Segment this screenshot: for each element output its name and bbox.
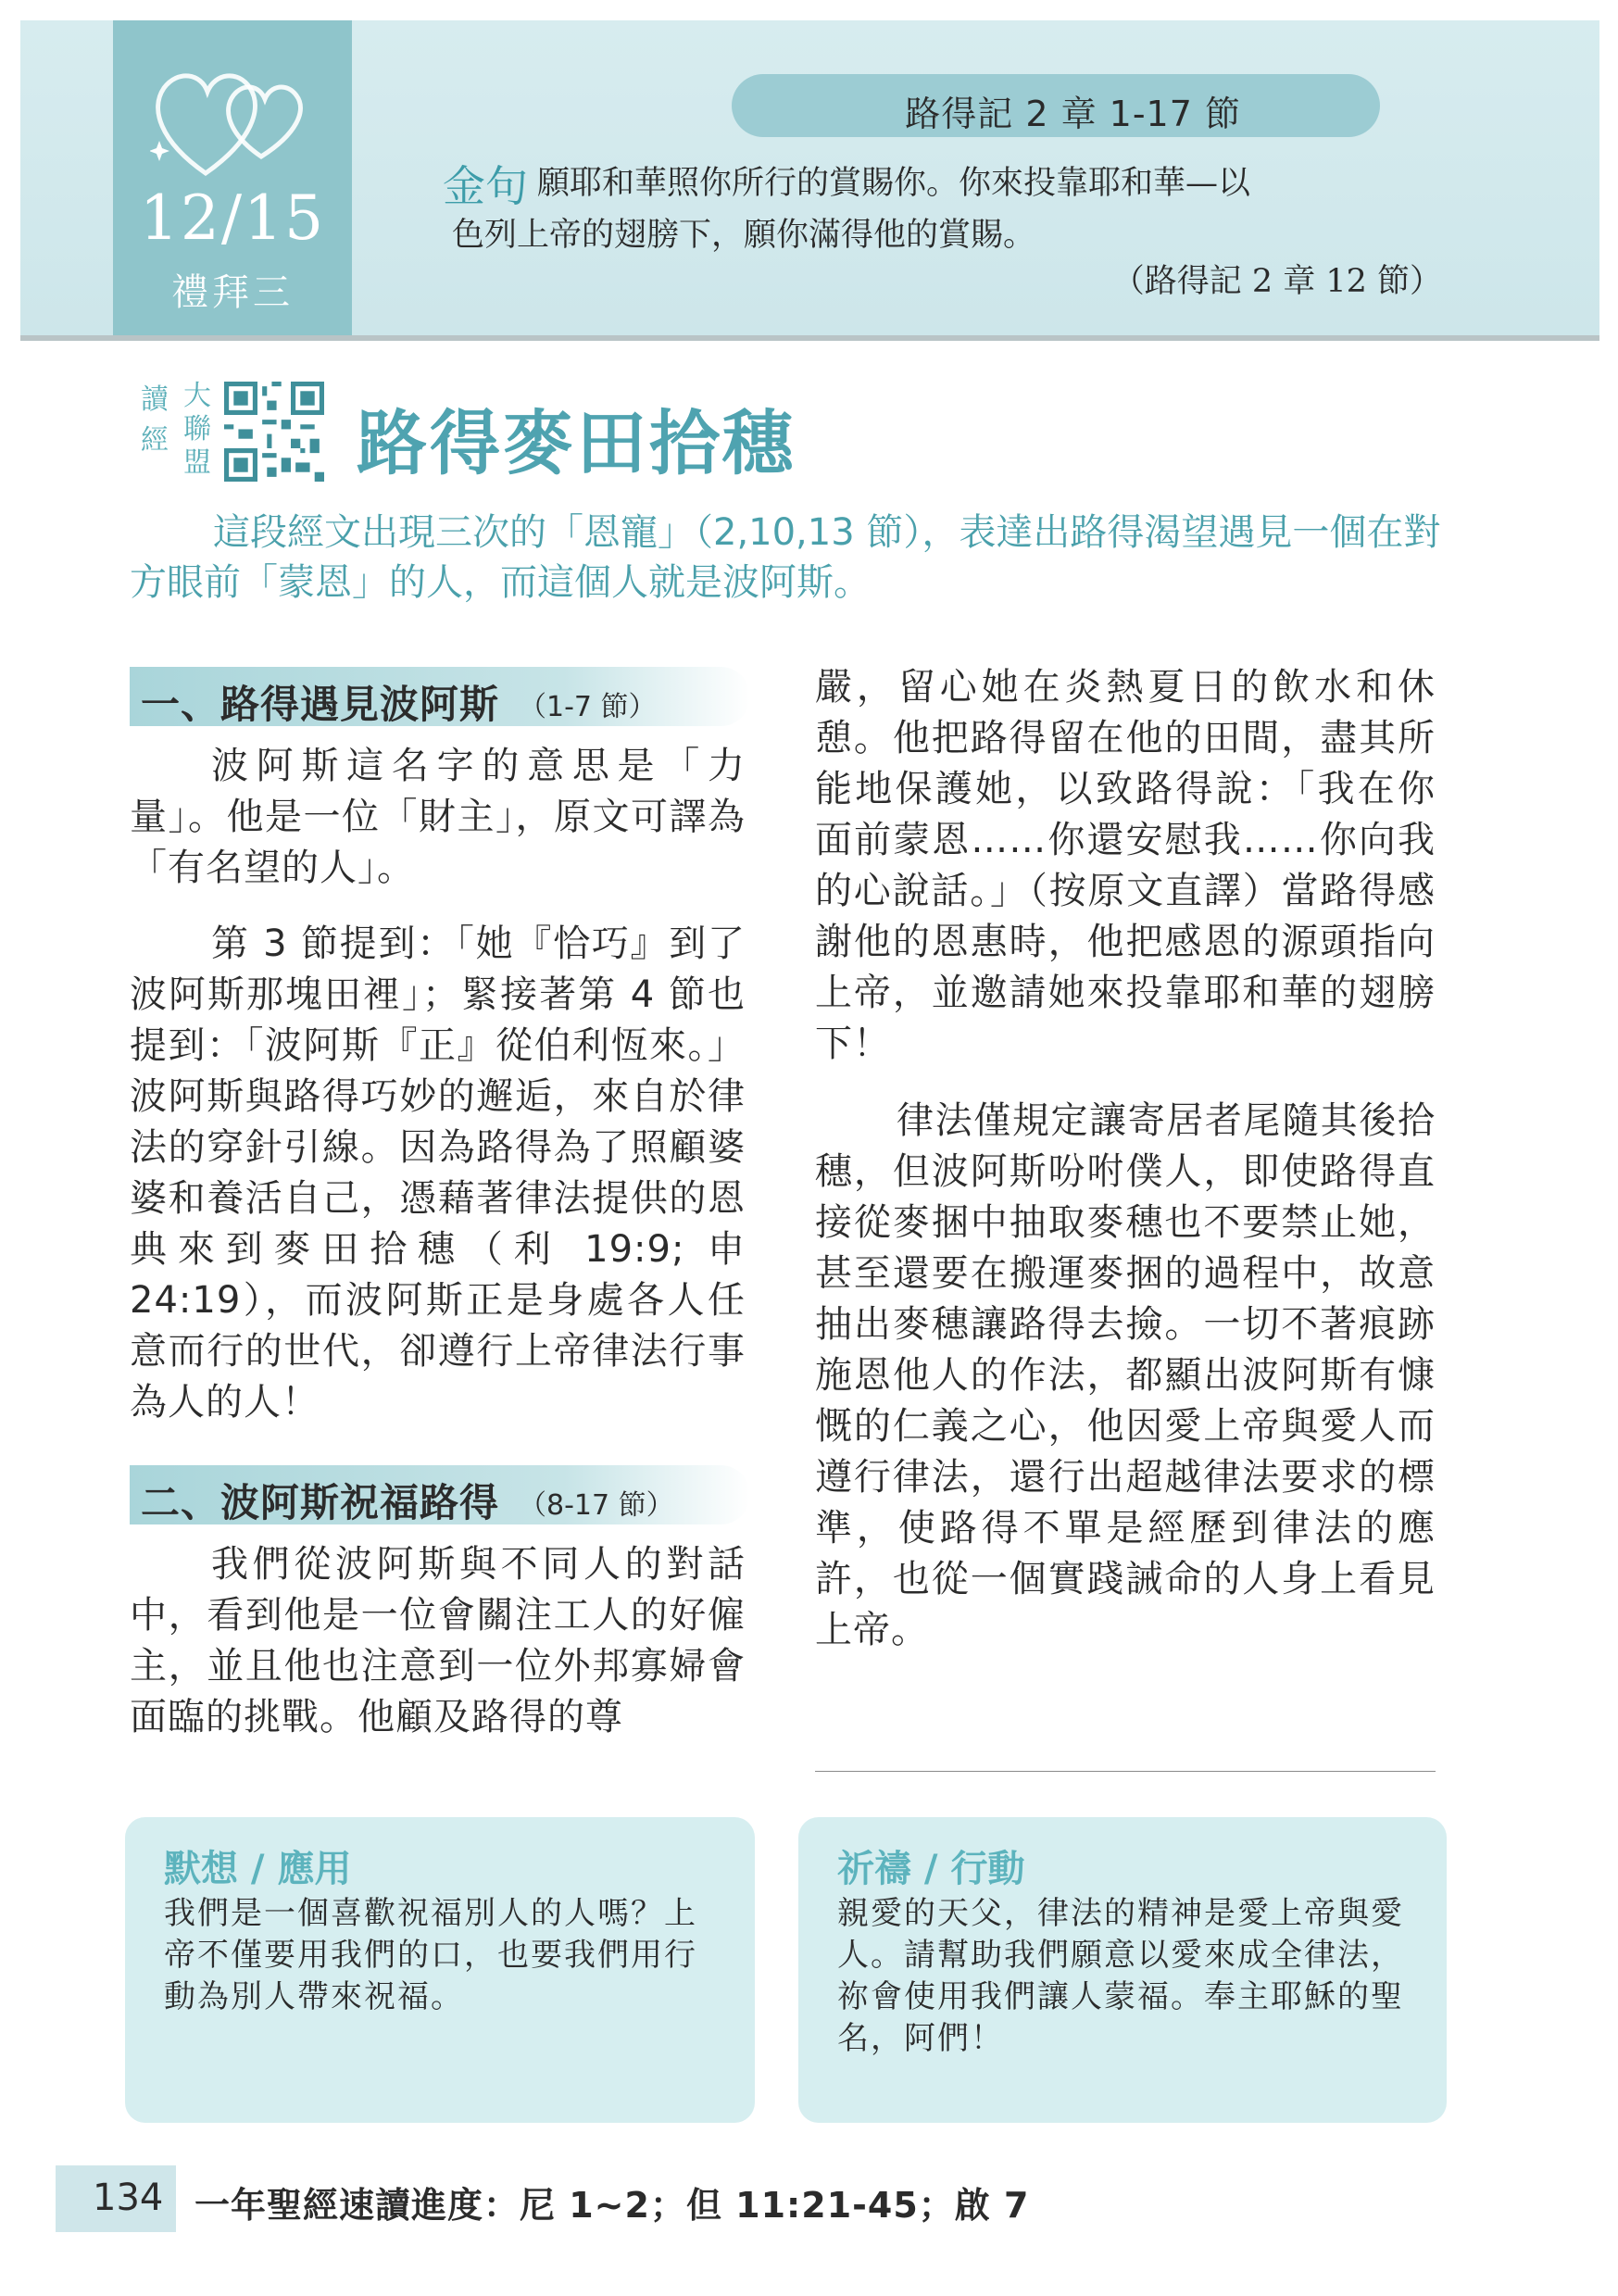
right-paragraph-1: 嚴，留心她在炎熱夏日的飲水和休憩。他把路得留在他的田間，盡其所能地保護她，以致路得說：「我在你面前蒙恩……你還安慰我……你向我的心說話。」（按原文直譯）當路得感謝他的恩惠時，他把感恩的源頭指向上帝，並邀請她來投靠耶和華的翅膀下！	[815, 666, 1436, 1065]
prayer-box	[798, 1817, 1447, 2123]
memory-verse-line2: 色列上帝的翅膀下，願你滿得他的賞賜。	[452, 217, 1036, 254]
qr-label-read: 讀經	[141, 383, 169, 457]
section-2-paragraph-1: 我們從波阿斯與不同人的對話中，看到他是一位會關注工人的好僱主，並且他也注意到一位外邦寡婦會面臨的挑戰。他顧及路得的尊	[130, 1543, 746, 1738]
prayer-title: 祈禱 / 行動	[837, 1848, 1025, 1890]
memory-verse-line1: 願耶和華照你所行的賞賜你。你來投靠耶和華—以	[537, 165, 1251, 202]
page-title: 路得麥田拾穗	[357, 402, 796, 484]
page-number: 134	[93, 2177, 164, 2219]
section-1-ref: （1-7 節）	[519, 691, 657, 723]
verse-label: 金句	[443, 161, 528, 211]
weekday: 禮拜三	[171, 271, 294, 314]
intro-paragraph: 這段經文出現三次的「恩寵」（2,10,13 節），表達出路得渴望遇見一個在對方眼前「蒙恩」的人，而這個人就是波阿斯。	[130, 511, 1441, 604]
verse-citation: （路得記 2 章 12 節）	[1111, 263, 1442, 300]
divider	[815, 1771, 1436, 1772]
scripture-reference-pill	[732, 74, 1380, 137]
scripture-reference: 路得記 2 章 1-17 節	[905, 94, 1241, 134]
section-1-title: 一、路得遇見波阿斯	[141, 682, 500, 727]
section-1-paragraph-2: 第 3 節提到：「她『恰巧』到了波阿斯那塊田裡」；緊接著第 4 節也提到：「波阿斯『正』從伯利恆來。」波阿斯與路得巧妙的邂逅，來自於律法的穿針引線。因為路得為了照顧婆婆和養活自己，憑藉著律法提供的恩典來到麥田拾穗（利 19:9; 申 24:19），而波阿斯正是身處各人任意而行的世代，卻遵行上帝律法行事為人的人！	[130, 922, 746, 1424]
qr-label-league: 大聯盟	[183, 380, 211, 479]
prayer-text: 親愛的天父，律法的精神是愛上帝與愛人。請幫助我們願意以愛來成全律法，祢會使用我們讓人蒙福。奉主耶穌的聖名，阿們！	[837, 1895, 1404, 2057]
section-1-paragraph-1: 波阿斯這名字的意思是「力量」。他是一位「財主」，原文可譯為「有名望的人」。	[130, 745, 746, 889]
hearts-icon	[150, 53, 326, 192]
section-1-heading	[130, 667, 750, 726]
qr-code-icon[interactable]	[224, 382, 324, 482]
date-block	[113, 20, 352, 335]
reflection-title: 默想 / 應用	[164, 1848, 352, 1890]
reading-progress: 一年聖經速讀進度：尼 1~2；但 11:21-45；啟 7	[194, 2185, 1030, 2226]
reflection-text: 我們是一個喜歡祝福別人的人嗎？上帝不僅要用我們的口，也要我們用行動為別人帶來祝福。	[164, 1895, 697, 2015]
section-2-title: 二、波阿斯祝福路得	[141, 1480, 500, 1525]
right-paragraph-2: 律法僅規定讓寄居者尾隨其後拾穗，但波阿斯吩咐僕人，即使路得直接從麥捆中抽取麥穗也不要禁止她，甚至還要在搬運麥捆的過程中，故意抽出麥穗讓路得去撿。一切不著痕跡施恩他人的作法，都顯出波阿斯有慷慨的仁義之心，他因愛上帝與愛人而遵行律法，還行出超越律法要求的標準，使路得不單是經歷到律法的應許，也從一個實踐誡命的人身上看見上帝。	[815, 1099, 1436, 1651]
reflection-box	[125, 1817, 755, 2123]
section-2-ref: （8-17 節）	[519, 1489, 674, 1522]
section-2-heading	[130, 1465, 750, 1524]
date: 12/15	[139, 182, 326, 254]
